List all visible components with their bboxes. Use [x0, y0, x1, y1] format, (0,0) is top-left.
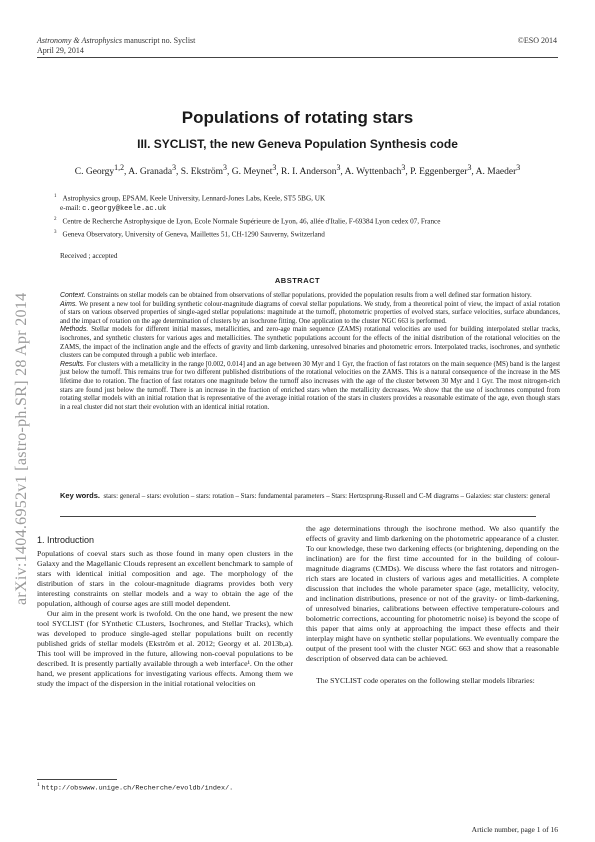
abstract-divider — [60, 516, 536, 517]
affiliations — [54, 192, 560, 240]
abstract-methods: Methods. Stellar models for different initial masses, metallicities, and zero-age main sequence (ZAMS) rotational velocities are used for building interpolated stellar tracks, isochrones, and synthetic clusters for various ages and metallicities. The synthetic populations account for the effects of the initial distribution of the rotational velocities on the ZAMS, the impact of the inclination angle and the effects of gravity and limb darkening, unresolved binaries and photometric errors. Interpolated tracks, isochrones, and synthetic clusters can be computed through a public web interface. — [60, 326, 560, 360]
running-header — [37, 36, 195, 56]
email-link[interactable]: c.georgy@keele.ac.uk — [82, 204, 167, 213]
journal-name: Astronomy & Astrophysics — [37, 36, 123, 45]
arxiv-stamp — [5, 250, 35, 610]
abstract-context: Context. Constraints on stellar models can be obtained from observations of stellar populations, provided the population results from a well defined star formation history. — [60, 292, 532, 299]
footnote-divider — [37, 779, 117, 780]
header-divider — [37, 57, 558, 58]
footnote: $^1$ http://obswww.unige.ch/Recherche/evoldb/index/. — [37, 782, 234, 793]
intro-paragraph-4: The SYCLIST code operates on the following stellar models libraries: — [316, 676, 535, 685]
intro-paragraph-2: Our aim in the present work is twofold. On the one hand, we present the new tool SYCLIST (for SYnthetic CLusters, Isochrones, and Stellar Tracks), which was developed to produce single-aged stellar populations built on recently published grids of stellar models (Ekström et al. 2012; Georgy et al. 2013b,a). This tool will be improved in the future, allowing non-coeval populations to be described. It is presently partially available through a web interface¹. On the other hand, we present applications for investigating various effects. Among them we study the impact of the dispersion in the initial rotational velocities on — [37, 609, 293, 688]
abstract-results: Results. For clusters with a metallicity in the range [0.002, 0.014] and an age between 30 Myr and 1 Gyr, the fraction of fast rotators on the main sequence (MS) band is the largest just below the turnoff. This remains true for two different published distributions of the rotational velocities on the ZAMS. This is a natural consequence of the increase in the MS lifetime due to rotation. The fraction of fast rotators one magnitude below the turnoff also increases with the age of the cluster between 30 Myr and 1 Gyr. The most nitrogen-rich stars are found just below the turnoff. There is an increase in the fraction of enriched stars when the metallicity decreases. We show that the use of isochrones computed from rotating stellar models with an initial rotation that is representative of the average initial rotation of the stars in clusters provides a reasonable estimate of the age, even though stars in a real cluster did not start their evolution with an identical initial rotation. — [60, 360, 560, 411]
page-number: Article number, page 1 of 16 — [471, 825, 558, 834]
author-list: C. Georgy$^{1,2}$, A. Granada$^3$, S. Ekström$^3$, G. Meynet$^3$, R. I. Anderson$^3$, A. Wyttenbach$^3$, P. Eggenberger$^3$, A. Maeder$^3$ — [74, 163, 521, 178]
right-column — [306, 524, 559, 686]
copyright-notice: ©ESO 2014 — [517, 36, 557, 45]
paper-title: Populations of rotating stars — [181, 108, 414, 127]
affiliation-3: $^3$ Geneva Observatory, University of Geneva, Maillettes 51, CH-1290 Sauverny, Switzerland — [54, 230, 325, 239]
affiliation-2: $^2$ Centre de Recherche Astrophysique de Lyon, Ecole Normale Supérieure de Lyon, 46, allée d'Italie, F-69384 Lyon cedex 07, France — [54, 217, 441, 226]
received-line: Received ; accepted — [60, 252, 118, 260]
affiliation-1-email: e-mail: c.georgy@keele.ac.uk — [60, 203, 167, 213]
abstract-aims: Aims. We present a new tool for building synthetic colour-magnitude diagrams of coeval stellar populations. We study, from a theoretical point of view, the impact of axial rotation of stars on various observed properties of single-aged stellar populations: magnitude at the turnoff, photometric properties of evolved stars, surface velocities, surface abundances, and the impact of rotation on the age determination of clusters by an isochrone fitting. One application to the cluster NGC 663 is performed. — [60, 300, 560, 325]
left-column — [37, 549, 293, 689]
section-heading-introduction: 1. Introduction — [37, 535, 95, 545]
keywords: Key words. stars: general – stars: evolution – stars: rotation – Stars: fundamental parameters – Stars: Hertzsprung-Russell and C-M diagrams – Galaxies: star clusters: general — [60, 491, 551, 500]
arxiv-identifier: arXiv:1404.6952v1 [astro-ph.SR] 28 Apr 2014 — [13, 292, 30, 605]
intro-paragraph-3: the age determinations through the isochrone method. We also quantify the effects of gravity and limb darkening on the photometric appearance of a cluster. To our knowledge, these two darkening effects (or brightening, depending on the inclination) are for the first time accounted for in the building of colour-magnitude diagrams (CMDs). We discuss where the fast rotators and nitrogen-rich stars are located in clusters of various ages and metallicities. A complete discussion that includes the whole parameter space (age, metallicity, velocity, and inclination distributions, presence or not of the gravity- or limb-darkening, of unresolved binaries, calibrations between effective temperature-colours and bolometric corrections, accounting for photometric noise) is beyond the scope of this paper that aims only at approaching the impact these effects and their interplay might have on synthetic stellar populations. We eventually compare the output of the present tool with the cluster NGC 663 and show that a reasonable description of observed data can be achieved. — [306, 524, 559, 663]
header-date: April 29, 2014 — [37, 46, 84, 55]
footnote-link[interactable]: http://obswww.unige.ch/Recherche/evoldb/index/. — [41, 784, 234, 793]
abstract-body — [60, 292, 560, 412]
manuscript-id: manuscript no. Syclist — [124, 36, 196, 45]
affiliation-1: $^1$ Astrophysics group, EPSAM, Keele University, Lennard-Jones Labs, Keele, ST5 5BG, UK — [54, 194, 326, 203]
paper-subtitle: III. SYCLIST, the new Geneva Population Synthesis code — [137, 137, 458, 151]
intro-paragraph-1: Populations of coeval stars such as those found in many open clusters in the Galaxy and the Magellanic Clouds represent an excellent benchmark to sample of stars with identical initial composition and age. The morphology of the distribution of stars in the colour-magnitude diagrams provides both very interesting constraints on stellar models and a way to obtain the age of the population, although of course ages are still model dependent. — [37, 549, 293, 608]
abstract-heading: ABSTRACT — [274, 276, 321, 285]
